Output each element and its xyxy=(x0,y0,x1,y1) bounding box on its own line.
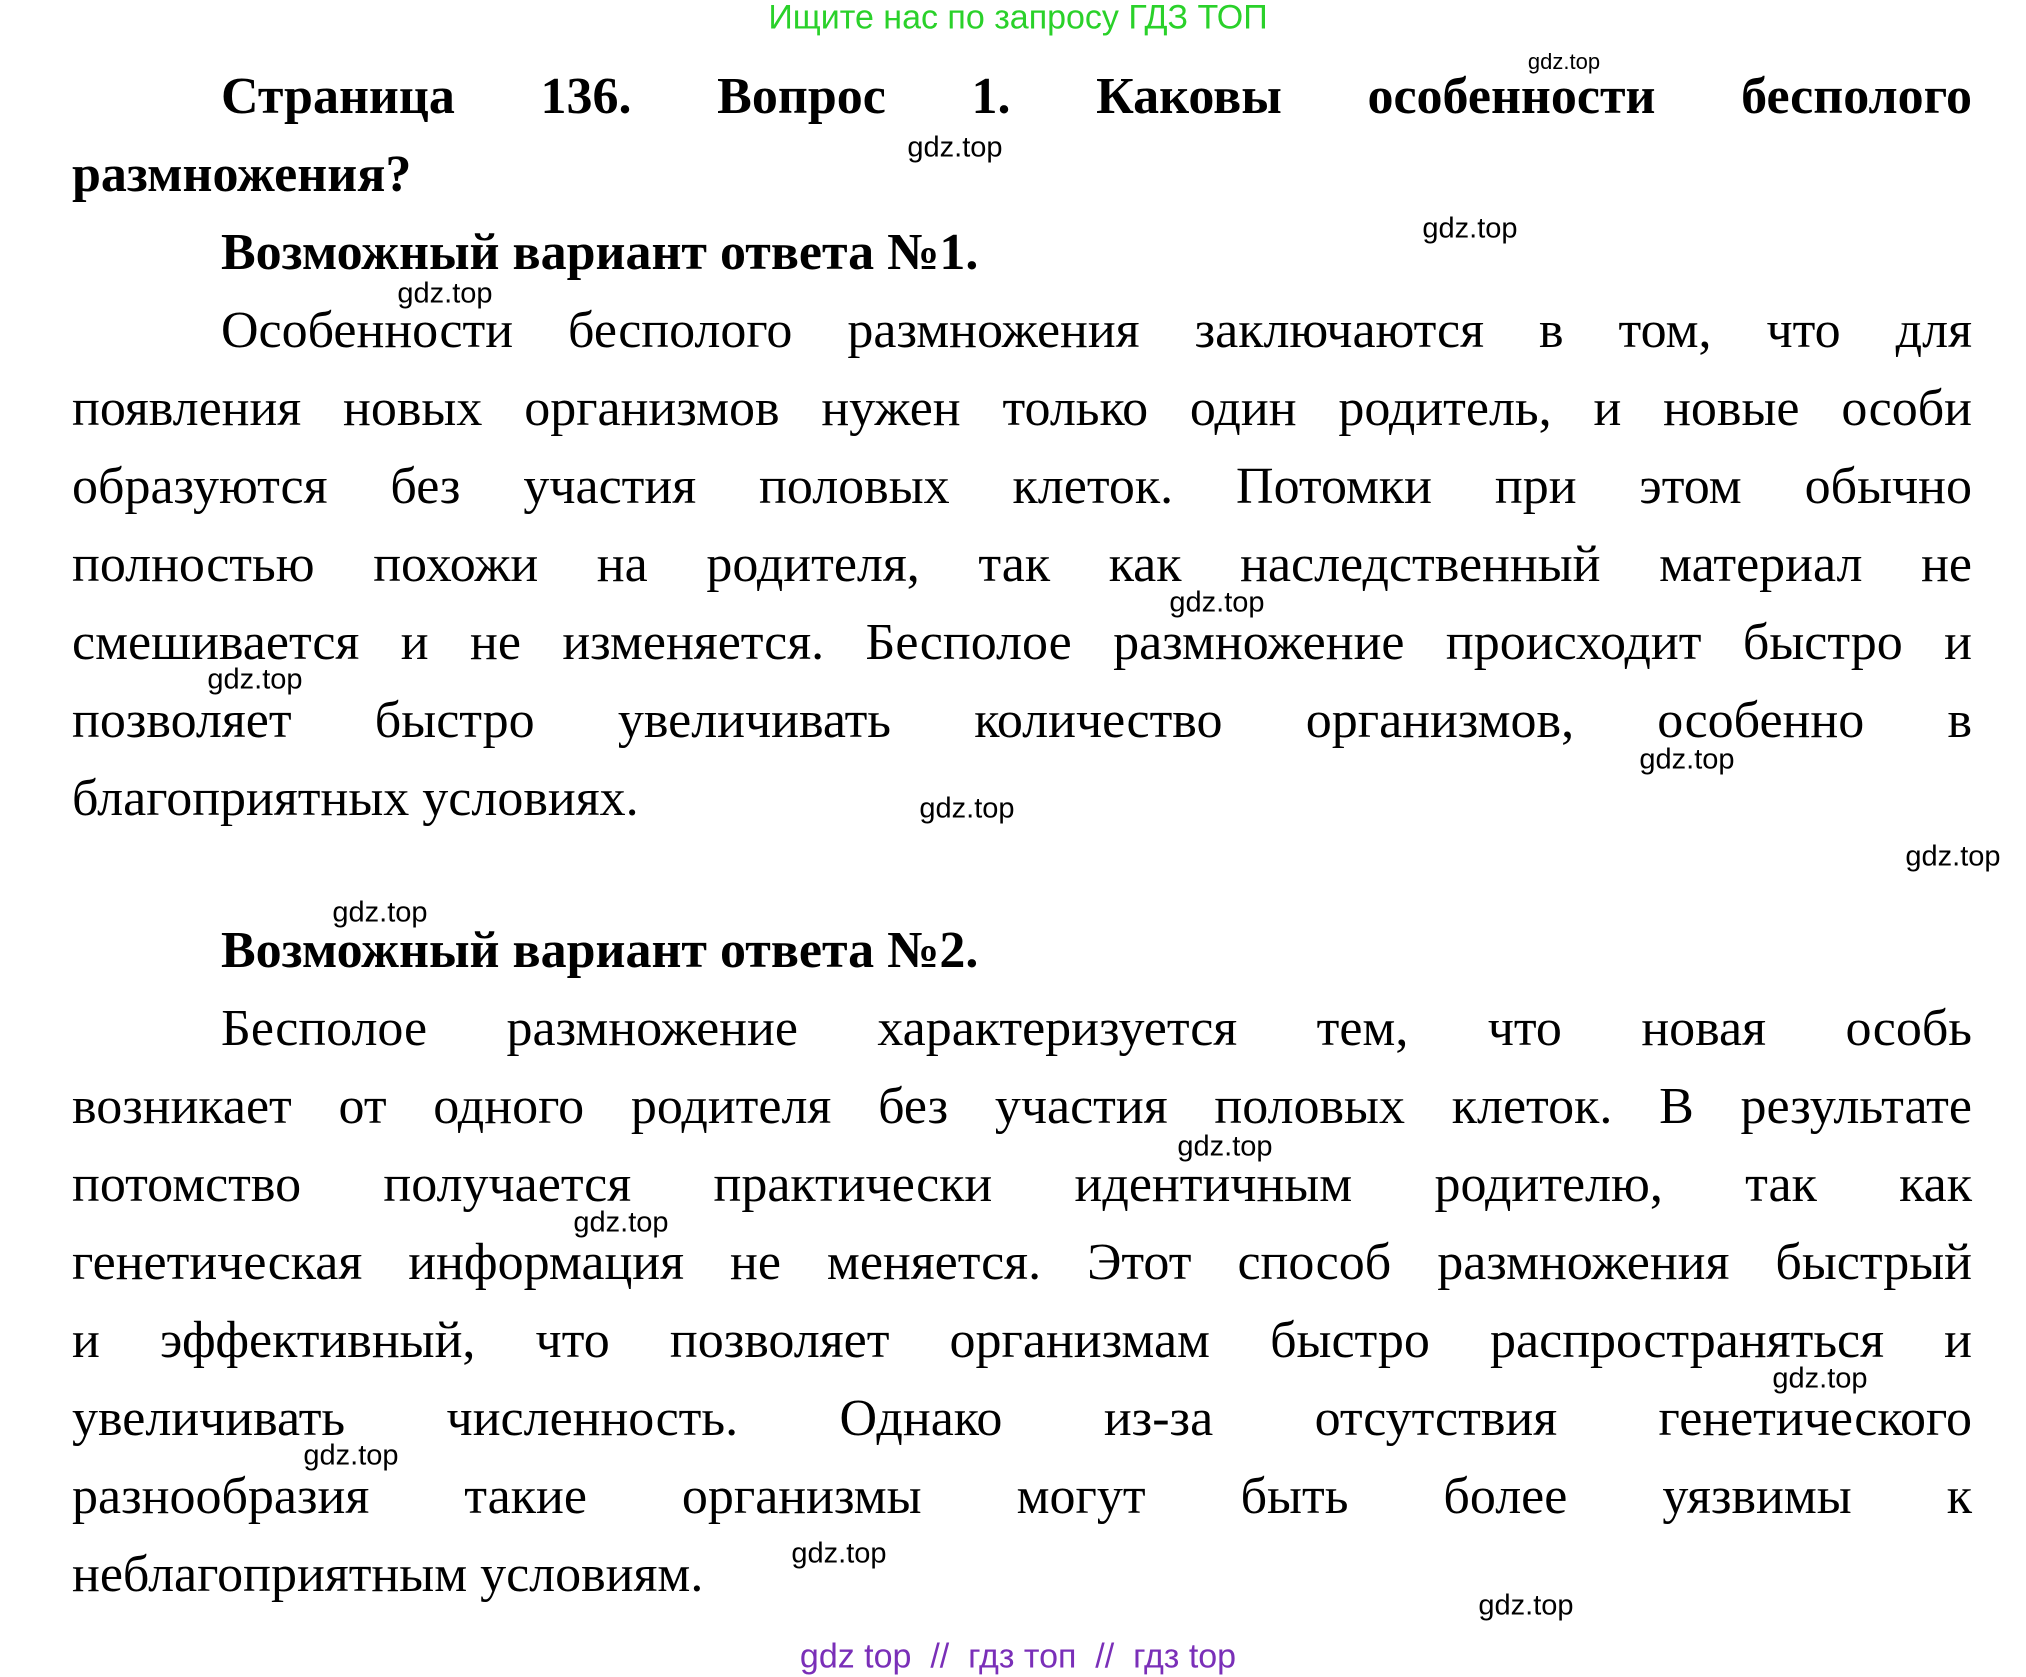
footer-banner: gdz top // гдз топ // гдз top xyxy=(799,1637,1237,1676)
watermark: gdz.top xyxy=(207,663,303,696)
watermark: gdz.top xyxy=(332,896,428,929)
watermark: gdz.top xyxy=(919,792,1015,825)
watermark: gdz.top xyxy=(1177,1130,1273,1163)
watermark: gdz.top xyxy=(1422,212,1518,245)
watermark: gdz.top xyxy=(1905,840,2001,873)
text-line: и эффективный, что позволяет организмам быстро распространяться и xyxy=(72,1312,1972,1369)
watermark: gdz.top xyxy=(1169,586,1265,619)
header-banner: Ищите нас по запросу ГДЗ ТОП xyxy=(768,0,1268,37)
watermark: gdz.top xyxy=(397,277,493,310)
title-line: Страница 136. Вопрос 1. Каковы особенности бесполого xyxy=(221,68,1972,125)
text-line: Бесполое размножение характеризуется тем, что новая особь xyxy=(221,1000,1972,1057)
text-line: неблагоприятным условиям. xyxy=(72,1546,704,1603)
watermark: gdz.top xyxy=(1478,1589,1574,1622)
watermark: gdz.top xyxy=(907,131,1003,164)
text-line: появления новых организмов нужен только один родитель, и новые особи xyxy=(72,380,1972,437)
heading-text: Возможный вариант ответа №1. xyxy=(221,224,979,281)
text-line: генетическая информация не меняется. Этот способ размножения быстрый xyxy=(72,1234,1972,1291)
heading-text: Возможный вариант ответа №2. xyxy=(221,922,979,979)
watermark: gdz.top xyxy=(791,1537,887,1570)
text-line: разнообразия такие организмы могут быть более уязвимы к xyxy=(72,1468,1972,1525)
title-line: размножения? xyxy=(72,146,412,203)
text-line: возникает от одного родителя без участия половых клеток. В результате xyxy=(72,1078,1972,1135)
watermark: gdz.top xyxy=(1772,1362,1868,1395)
watermark: gdz.top xyxy=(1527,49,1601,74)
text-line: образуются без участия половых клеток. Потомки при этом обычно xyxy=(72,458,1972,515)
text-line: смешивается и не изменяется. Бесполое размножение происходит быстро и xyxy=(72,614,1972,671)
watermark: gdz.top xyxy=(303,1439,399,1472)
question-title xyxy=(72,58,1972,214)
text-line: полностью похожи на родителя, так как наследственный материал не xyxy=(72,536,1972,593)
text-line: позволяет быстро увеличивать количество организмов, особенно в xyxy=(72,692,1972,749)
text-line: Особенности бесполого размножения заключаются в том, что для xyxy=(221,302,1972,359)
watermark: gdz.top xyxy=(1639,743,1735,776)
text-line: потомство получается практически идентичным родителю, так как xyxy=(72,1156,1972,1213)
text-line: увеличивать численность. Однако из-за отсутствия генетического xyxy=(72,1390,1972,1447)
text-line: благоприятных условиях. xyxy=(72,770,639,827)
watermark: gdz.top xyxy=(573,1206,669,1239)
answer-2-body xyxy=(72,990,1972,1614)
answer-1-heading xyxy=(72,214,1972,292)
